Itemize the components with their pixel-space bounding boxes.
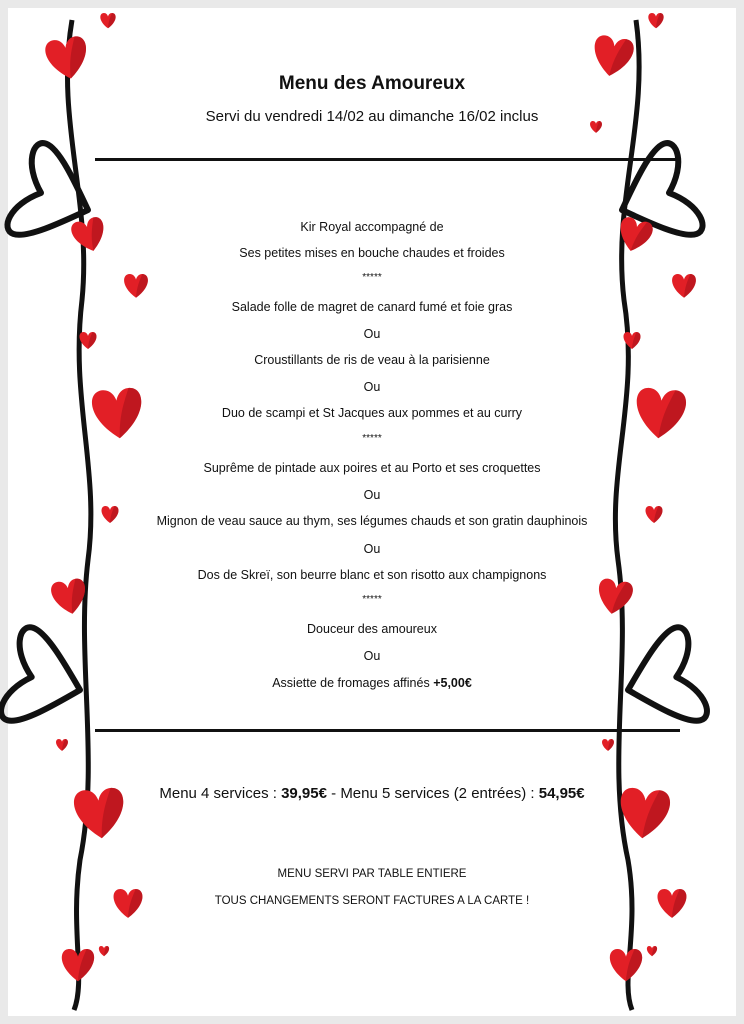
pricing-separator: - [331, 785, 337, 802]
menu-dates: Servi du vendredi 14/02 au dimanche 16/02 inclus [205, 108, 539, 125]
cheese-option [0, 675, 744, 691]
or-separator: Ou [363, 380, 381, 394]
course-line: Duo de scampi et St Jacques aux pommes et au curry [221, 406, 523, 420]
menu4-label: Menu 4 services : [159, 785, 277, 802]
or-separator: Ou [363, 649, 381, 663]
course-separator: ***** [362, 433, 382, 444]
course-line: Kir Royal accompagné de [300, 220, 444, 234]
changes-note: TOUS CHANGEMENTS SERONT FACTURES A LA CARTE ! [214, 895, 530, 907]
cheese-label: Assiette de fromages affinés [272, 676, 430, 690]
menu5-label: Menu 5 services (2 entrées) : [340, 785, 535, 802]
cheese-supplement: +5,00€ [433, 676, 472, 690]
or-separator: Ou [363, 327, 381, 341]
menu4-price: 39,95€ [281, 785, 327, 802]
or-separator: Ou [363, 542, 381, 556]
course-line: Ses petites mises en bouche chaudes et froides [239, 246, 505, 260]
table-note: MENU SERVI PAR TABLE ENTIERE [277, 868, 467, 880]
course-line: Croustillants de ris de veau à la parisienne [254, 353, 490, 367]
pricing-line [0, 785, 744, 802]
bottom-divider [95, 729, 680, 732]
top-divider [95, 158, 680, 161]
or-separator: Ou [363, 488, 381, 502]
course-line: Dos de Skreï, son beurre blanc et son risotto aux champignons [197, 568, 547, 582]
menu5-price: 54,95€ [538, 785, 585, 802]
menu-title: Menu des Amoureux [278, 73, 466, 94]
course-line: Mignon de veau sauce au thym, ses légumes chauds et son gratin dauphinois [156, 514, 588, 528]
course-line: Salade folle de magret de canard fumé et foie gras [231, 300, 513, 314]
course-line: Suprême de pintade aux poires et au Porto et ses croquettes [203, 461, 541, 475]
course-line: Douceur des amoureux [307, 622, 437, 636]
course-separator: ***** [362, 272, 382, 283]
course-separator: ***** [362, 594, 382, 605]
